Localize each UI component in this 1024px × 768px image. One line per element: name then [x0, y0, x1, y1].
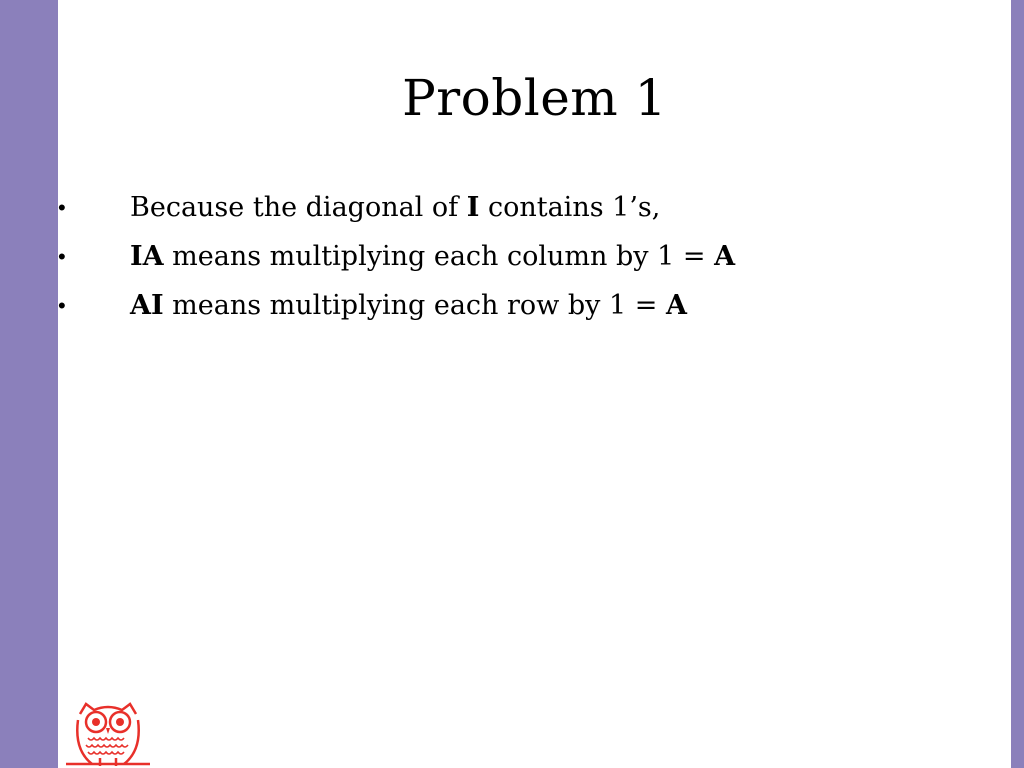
bullet-marker: • — [58, 195, 66, 220]
bullet-list — [0, 186, 1000, 333]
bullet-text — [130, 235, 735, 279]
bullet-item — [0, 235, 1000, 284]
bullet-text-part: I — [466, 192, 480, 223]
bullet-text-part: contains 1’s, — [479, 192, 661, 223]
bullet-text-part: A — [714, 241, 736, 272]
bullet-item — [0, 186, 1000, 235]
bullet-text-part: A — [665, 290, 687, 321]
left-side-band — [0, 0, 58, 768]
right-side-band — [1011, 0, 1024, 768]
bullet-marker: • — [58, 244, 66, 269]
bullet-text-part: IA — [130, 241, 164, 272]
bullet-marker: • — [58, 293, 66, 318]
slide-title: Problem 1 — [402, 69, 667, 127]
bullet-text-part: means multiplying each row by 1 = — [163, 290, 666, 321]
bullet-text — [130, 284, 687, 328]
bullet-text-part: AI — [130, 290, 164, 321]
bullet-text — [130, 186, 660, 230]
owl-logo-icon — [66, 700, 150, 768]
bullet-text-part: means multiplying each column by 1 = — [163, 241, 715, 272]
bullet-item — [0, 284, 1000, 333]
bullet-text-part: Because the diagonal of — [130, 192, 467, 223]
